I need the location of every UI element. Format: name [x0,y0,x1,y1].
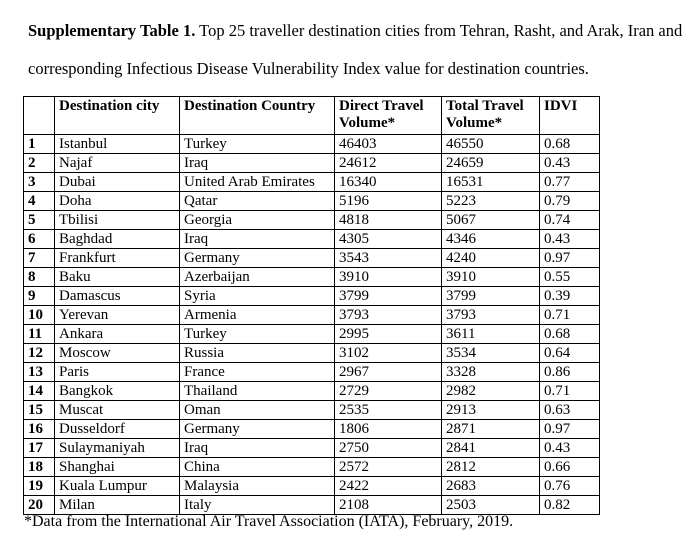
table-row [24,325,600,344]
total-volume-cell: 3799 [442,287,540,306]
country-cell: Iraq [180,439,335,458]
direct-volume-cell: 3910 [335,268,442,287]
direct-volume-cell: 2422 [335,477,442,496]
rank-cell: 14 [24,382,55,401]
total-volume-cell: 3328 [442,363,540,382]
table-row [24,211,600,230]
direct-volume-cell: 2729 [335,382,442,401]
total-volume-cell: 3793 [442,306,540,325]
country-cell: Armenia [180,306,335,325]
idvi-cell: 0.97 [540,249,600,268]
rank-cell: 10 [24,306,55,325]
rank-cell: 7 [24,249,55,268]
total-volume-cell: 3534 [442,344,540,363]
direct-volume-cell: 2967 [335,363,442,382]
table-caption [28,12,696,88]
total-volume-cell: 24659 [442,154,540,173]
direct-volume-cell: 4305 [335,230,442,249]
table-row [24,344,600,363]
table-row [24,363,600,382]
table-row [24,458,600,477]
city-cell: Istanbul [55,135,180,154]
city-cell: Doha [55,192,180,211]
total-volume-cell: 4240 [442,249,540,268]
idvi-cell: 0.71 [540,306,600,325]
total-volume-cell: 16531 [442,173,540,192]
rank-cell: 4 [24,192,55,211]
city-cell: Milan [55,496,180,515]
rank-cell: 9 [24,287,55,306]
country-cell: Georgia [180,211,335,230]
city-cell: Bangkok [55,382,180,401]
city-cell: Muscat [55,401,180,420]
direct-volume-cell: 3799 [335,287,442,306]
country-cell: United Arab Emirates [180,173,335,192]
total-volume-cell: 46550 [442,135,540,154]
header-idvi: IDVI [540,97,600,135]
rank-cell: 18 [24,458,55,477]
table-row [24,249,600,268]
city-cell: Damascus [55,287,180,306]
country-cell: Iraq [180,230,335,249]
table-header-row [24,97,600,135]
idvi-cell: 0.82 [540,496,600,515]
country-cell: Italy [180,496,335,515]
idvi-cell: 0.64 [540,344,600,363]
country-cell: Azerbaijan [180,268,335,287]
country-cell: China [180,458,335,477]
country-cell: Thailand [180,382,335,401]
table-row [24,439,600,458]
country-cell: Turkey [180,135,335,154]
city-cell: Ankara [55,325,180,344]
rank-cell: 1 [24,135,55,154]
direct-volume-cell: 5196 [335,192,442,211]
country-cell: Malaysia [180,477,335,496]
table-row [24,420,600,439]
country-cell: Qatar [180,192,335,211]
idvi-cell: 0.76 [540,477,600,496]
total-volume-cell: 4346 [442,230,540,249]
rank-cell: 15 [24,401,55,420]
total-volume-cell: 3611 [442,325,540,344]
country-cell: Germany [180,420,335,439]
country-cell: Turkey [180,325,335,344]
idvi-cell: 0.71 [540,382,600,401]
idvi-cell: 0.43 [540,230,600,249]
direct-volume-cell: 2535 [335,401,442,420]
table-row [24,192,600,211]
idvi-cell: 0.63 [540,401,600,420]
footnote: *Data from the International Air Travel Association (IATA), February, 2019. [24,513,514,530]
city-cell: Baghdad [55,230,180,249]
direct-volume-cell: 2108 [335,496,442,515]
table-row [24,382,600,401]
direct-volume-cell: 2750 [335,439,442,458]
table-row [24,173,600,192]
table-row [24,477,600,496]
rank-cell: 16 [24,420,55,439]
header-total-volume: Total Travel Volume* [442,97,540,135]
table-row [24,496,600,515]
direct-volume-cell: 1806 [335,420,442,439]
direct-volume-cell: 2995 [335,325,442,344]
table-row [24,268,600,287]
rank-cell: 6 [24,230,55,249]
country-cell: Germany [180,249,335,268]
caption-label: Supplementary Table 1. [28,21,196,40]
country-cell: Iraq [180,154,335,173]
city-cell: Dusseldorf [55,420,180,439]
table-row [24,230,600,249]
table-row [24,401,600,420]
rank-cell: 17 [24,439,55,458]
rank-cell: 20 [24,496,55,515]
idvi-cell: 0.68 [540,325,600,344]
total-volume-cell: 3910 [442,268,540,287]
table-row [24,287,600,306]
country-cell: Oman [180,401,335,420]
table-row [24,154,600,173]
rank-cell: 12 [24,344,55,363]
rank-cell: 5 [24,211,55,230]
table-body [24,135,600,515]
city-cell: Baku [55,268,180,287]
header-rank [24,97,55,135]
city-cell: Moscow [55,344,180,363]
idvi-cell: 0.77 [540,173,600,192]
rank-cell: 3 [24,173,55,192]
header-direct-volume: Direct Travel Volume* [335,97,442,135]
header-country: Destination Country [180,97,335,135]
rank-cell: 8 [24,268,55,287]
city-cell: Yerevan [55,306,180,325]
idvi-cell: 0.43 [540,154,600,173]
city-cell: Dubai [55,173,180,192]
total-volume-cell: 5067 [442,211,540,230]
total-volume-cell: 2812 [442,458,540,477]
idvi-cell: 0.79 [540,192,600,211]
table-row [24,306,600,325]
direct-volume-cell: 24612 [335,154,442,173]
header-city: Destination city [55,97,180,135]
total-volume-cell: 2913 [442,401,540,420]
rank-cell: 19 [24,477,55,496]
city-cell: Paris [55,363,180,382]
direct-volume-cell: 3102 [335,344,442,363]
direct-volume-cell: 16340 [335,173,442,192]
country-cell: Russia [180,344,335,363]
city-cell: Sulaymaniyah [55,439,180,458]
rank-cell: 11 [24,325,55,344]
city-cell: Najaf [55,154,180,173]
idvi-cell: 0.66 [540,458,600,477]
rank-cell: 13 [24,363,55,382]
city-cell: Kuala Lumpur [55,477,180,496]
idvi-cell: 0.55 [540,268,600,287]
total-volume-cell: 5223 [442,192,540,211]
direct-volume-cell: 4818 [335,211,442,230]
total-volume-cell: 2683 [442,477,540,496]
direct-volume-cell: 46403 [335,135,442,154]
country-cell: France [180,363,335,382]
direct-volume-cell: 2572 [335,458,442,477]
idvi-cell: 0.97 [540,420,600,439]
caption-text: Top 25 traveller destination cities from Tehran, Rasht, and Arak, Iran and corresponding Infectious Disease Vulnerability Index value for destination countries. [28,21,683,78]
total-volume-cell: 2841 [442,439,540,458]
idvi-cell: 0.74 [540,211,600,230]
city-cell: Shanghai [55,458,180,477]
city-cell: Tbilisi [55,211,180,230]
idvi-cell: 0.39 [540,287,600,306]
destination-table [23,96,600,515]
city-cell: Frankfurt [55,249,180,268]
idvi-cell: 0.68 [540,135,600,154]
direct-volume-cell: 3543 [335,249,442,268]
table-row [24,135,600,154]
total-volume-cell: 2503 [442,496,540,515]
total-volume-cell: 2982 [442,382,540,401]
idvi-cell: 0.43 [540,439,600,458]
direct-volume-cell: 3793 [335,306,442,325]
rank-cell: 2 [24,154,55,173]
country-cell: Syria [180,287,335,306]
idvi-cell: 0.86 [540,363,600,382]
total-volume-cell: 2871 [442,420,540,439]
